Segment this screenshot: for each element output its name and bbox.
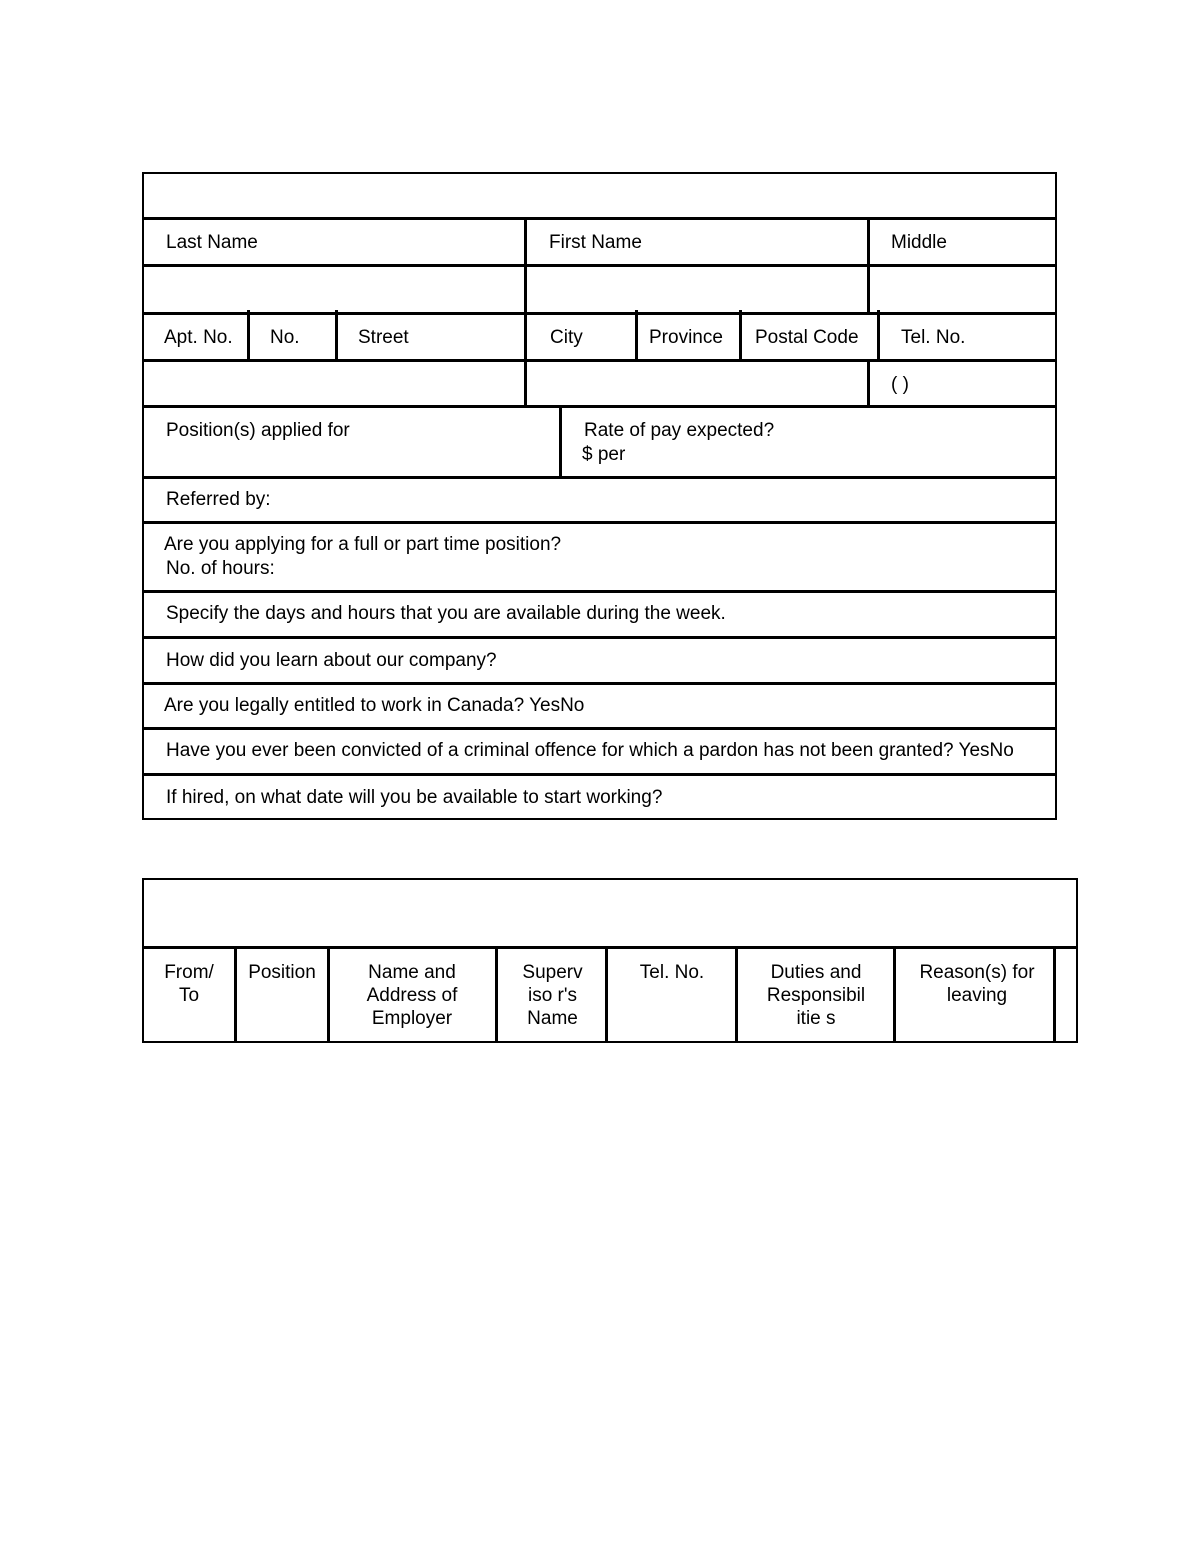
col-header-duties: Duties and Responsibil itie s (766, 962, 866, 1029)
col-divider (1053, 946, 1056, 1043)
first-name-label: First Name (549, 232, 642, 253)
col-header-supervisor: Superv iso r's Name (522, 962, 583, 1029)
postal-code-label: Postal Code (755, 327, 859, 348)
learn-about-question: How did you learn about our company? (166, 650, 497, 671)
position-applied-label: Position(s) applied for (166, 420, 350, 441)
col-divider (495, 946, 498, 1043)
row-divider (142, 946, 1078, 949)
col-header-employer: Name and Address of Employer (366, 962, 458, 1029)
col-divider (877, 310, 880, 361)
col-divider (739, 310, 742, 361)
col-header-tel-no: Tel. No. (639, 962, 705, 983)
applicant-info-table (142, 172, 1057, 820)
col-divider (867, 359, 870, 407)
row-divider (142, 264, 1057, 267)
start-date-question: If hired, on what date will you be available to start working? (166, 787, 663, 808)
col-header-from-to: From/ To (164, 962, 214, 1006)
col-header-position: Position (248, 962, 316, 983)
rate-per-label: $ per (582, 444, 626, 465)
col-divider (247, 310, 250, 361)
col-divider (605, 946, 608, 1043)
row-divider (142, 476, 1057, 479)
row-divider (142, 590, 1057, 593)
col-divider (735, 946, 738, 1043)
col-header-reason: Reason(s) for leaving (919, 962, 1035, 1006)
row-divider (142, 727, 1057, 730)
street-label: Street (358, 327, 409, 348)
col-divider (635, 310, 638, 361)
rate-of-pay-label: Rate of pay expected? (584, 420, 775, 441)
last-name-label: Last Name (166, 232, 258, 253)
col-divider (327, 946, 330, 1043)
row-divider (142, 217, 1057, 220)
row-divider (142, 682, 1057, 685)
col-divider (867, 217, 870, 314)
convicted-question: Have you ever been convicted of a criminal offence for which a pardon has not been granted? YesNo (166, 740, 1014, 761)
fulltime-question: Are you applying for a full or part time position? (164, 534, 562, 555)
row-divider (142, 312, 1057, 315)
row-divider (142, 405, 1057, 408)
row-divider (142, 521, 1057, 524)
tel-no-label: Tel. No. (901, 327, 966, 348)
apt-no-label: Apt. No. (164, 327, 233, 348)
row-divider (142, 359, 1057, 362)
row-divider (142, 636, 1057, 639)
no-label: No. (270, 327, 300, 348)
hours-label: No. of hours: (166, 558, 275, 579)
col-divider (335, 310, 338, 361)
availability-question: Specify the days and hours that you are available during the week. (166, 603, 726, 624)
middle-label: Middle (891, 232, 947, 253)
col-divider (234, 946, 237, 1043)
col-divider (524, 217, 527, 407)
province-label: Province (649, 327, 723, 348)
referred-by-label: Referred by: (166, 489, 271, 510)
row-divider (142, 773, 1057, 776)
city-label: City (550, 327, 583, 348)
col-divider (893, 946, 896, 1043)
entitled-question: Are you legally entitled to work in Canada? YesNo (164, 695, 585, 716)
tel-parens: ( ) (891, 374, 909, 395)
col-divider (559, 405, 562, 478)
